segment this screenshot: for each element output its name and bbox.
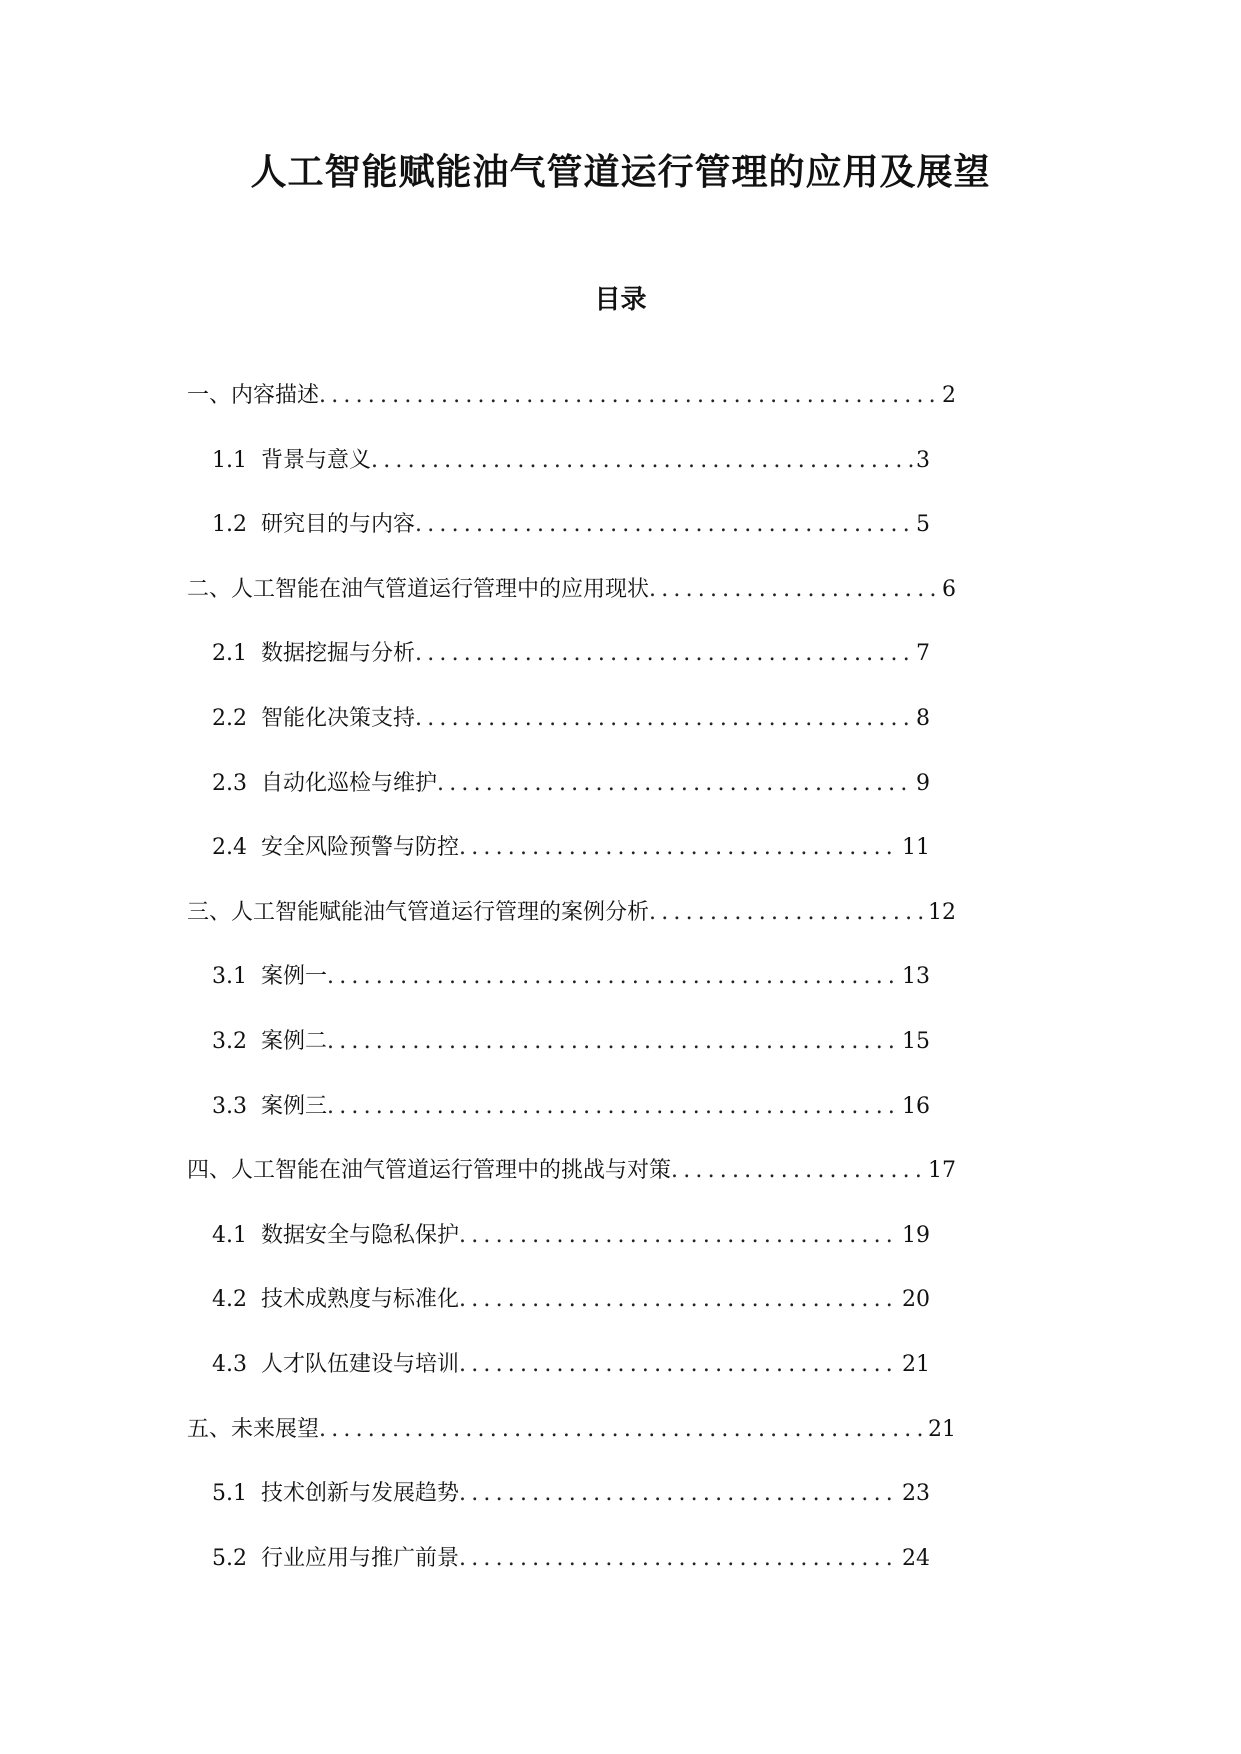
toc-entry-label: 一、内容描述 bbox=[187, 383, 320, 408]
toc-dot-leader bbox=[459, 1480, 900, 1508]
toc-dot-leader bbox=[327, 963, 900, 991]
toc-entry-number: 2.4 bbox=[212, 835, 247, 861]
toc-subsection-entry[interactable] bbox=[187, 1028, 930, 1093]
toc-dot-leader bbox=[459, 834, 900, 862]
toc-entry-number: 3.1 bbox=[212, 964, 247, 990]
toc-entry-label: 案例三 bbox=[261, 1093, 328, 1119]
toc-dot-leader bbox=[415, 511, 914, 539]
toc-entry-label: 三、人工智能赋能油气管道运行管理的案例分析 bbox=[187, 899, 650, 925]
toc-subsection-entry[interactable] bbox=[187, 1545, 930, 1610]
toc-entry-number: 5.1 bbox=[212, 1481, 247, 1507]
toc-dot-leader bbox=[459, 1222, 900, 1250]
toc-entry-page-number: 23 bbox=[902, 1481, 930, 1507]
toc-entry-page-number: 19 bbox=[902, 1222, 930, 1248]
toc-section-entry[interactable] bbox=[187, 1157, 956, 1222]
toc-entry-page-number: 3 bbox=[916, 447, 930, 473]
toc-entry-label: 自动化巡检与维护 bbox=[261, 770, 438, 796]
toc-subsection-entry[interactable] bbox=[187, 1093, 930, 1158]
toc-dot-leader bbox=[327, 1028, 900, 1056]
toc-entry-page-number: 16 bbox=[902, 1093, 930, 1119]
toc-entry-page-number: 15 bbox=[902, 1028, 930, 1054]
toc-dot-leader bbox=[327, 1093, 900, 1121]
toc-entry-number: 1.2 bbox=[212, 512, 247, 538]
toc-entry-number: 1.1 bbox=[212, 447, 247, 473]
toc-entry-number: 5.2 bbox=[212, 1545, 247, 1571]
toc-entry-number: 2.3 bbox=[212, 770, 247, 796]
toc-entry-page-number: 7 bbox=[916, 641, 930, 667]
toc-entry-label: 数据安全与隐私保护 bbox=[261, 1222, 460, 1248]
toc-entry-number: 2.1 bbox=[212, 641, 247, 667]
toc-subsection-entry[interactable] bbox=[187, 447, 930, 512]
toc-entry-number: 3.2 bbox=[212, 1028, 247, 1054]
toc-dot-leader bbox=[415, 705, 914, 733]
toc-section-entry[interactable] bbox=[187, 899, 956, 964]
toc-entry-number: 4.1 bbox=[212, 1222, 247, 1248]
toc-subsection-entry[interactable] bbox=[187, 963, 930, 1028]
toc-subsection-entry[interactable] bbox=[187, 834, 930, 899]
toc-entry-page-number: 17 bbox=[928, 1158, 956, 1184]
toc-entry-page-number: 11 bbox=[902, 835, 930, 861]
toc-dot-leader bbox=[459, 1351, 900, 1379]
table-of-contents bbox=[187, 382, 956, 1609]
toc-dot-leader bbox=[649, 576, 940, 604]
toc-entry-page-number: 13 bbox=[902, 964, 930, 990]
toc-subsection-entry[interactable] bbox=[187, 1480, 930, 1545]
toc-entry-label: 智能化决策支持 bbox=[261, 705, 416, 731]
toc-entry-number: 3.3 bbox=[212, 1093, 247, 1119]
toc-entry-label: 案例一 bbox=[261, 964, 328, 990]
toc-dot-leader bbox=[649, 899, 926, 927]
toc-entry-page-number: 21 bbox=[902, 1351, 930, 1377]
toc-entry-page-number: 8 bbox=[916, 705, 930, 731]
toc-entry-label: 五、未来展望 bbox=[187, 1416, 320, 1442]
toc-entry-label: 四、人工智能在油气管道运行管理中的挑战与对策 bbox=[187, 1158, 672, 1184]
toc-entry-label: 行业应用与推广前景 bbox=[261, 1545, 460, 1571]
toc-entry-label: 技术创新与发展趋势 bbox=[261, 1481, 460, 1507]
toc-dot-leader bbox=[459, 1286, 900, 1314]
toc-entry-label: 案例二 bbox=[261, 1028, 328, 1054]
toc-heading: 目录 bbox=[594, 285, 647, 315]
toc-entry-label: 数据挖掘与分析 bbox=[261, 641, 416, 667]
toc-section-entry[interactable] bbox=[187, 576, 956, 641]
toc-subsection-entry[interactable] bbox=[187, 640, 930, 705]
toc-entry-page-number: 5 bbox=[916, 512, 930, 538]
toc-entry-label: 技术成熟度与标准化 bbox=[261, 1287, 460, 1313]
toc-entry-page-number: 9 bbox=[916, 770, 930, 796]
toc-subsection-entry[interactable] bbox=[187, 511, 930, 576]
toc-entry-number: 4.3 bbox=[212, 1351, 247, 1377]
toc-dot-leader bbox=[437, 770, 914, 798]
toc-dot-leader bbox=[459, 1545, 900, 1573]
toc-entry-page-number: 20 bbox=[902, 1287, 930, 1313]
toc-dot-leader bbox=[671, 1157, 926, 1185]
toc-entry-label: 安全风险预警与防控 bbox=[261, 835, 460, 861]
toc-entry-label: 二、人工智能在油气管道运行管理中的应用现状 bbox=[187, 576, 650, 602]
toc-entry-label: 研究目的与内容 bbox=[261, 512, 416, 538]
toc-dot-leader bbox=[371, 447, 914, 475]
toc-entry-number: 2.2 bbox=[212, 705, 247, 731]
document-title: 人工智能赋能油气管道运行管理的应用及展望 bbox=[250, 152, 991, 193]
toc-subsection-entry[interactable] bbox=[187, 770, 930, 835]
toc-subsection-entry[interactable] bbox=[187, 1286, 930, 1351]
toc-subsection-entry[interactable] bbox=[187, 1351, 930, 1416]
toc-subsection-entry[interactable] bbox=[187, 705, 930, 770]
toc-section-entry[interactable] bbox=[187, 1416, 956, 1481]
toc-entry-label: 人才队伍建设与培训 bbox=[261, 1351, 460, 1377]
toc-entry-page-number: 24 bbox=[902, 1545, 930, 1571]
toc-entry-label: 背景与意义 bbox=[261, 447, 372, 473]
toc-dot-leader bbox=[319, 382, 940, 410]
toc-entry-number: 4.2 bbox=[212, 1287, 247, 1313]
toc-dot-leader bbox=[319, 1416, 926, 1444]
toc-subsection-entry[interactable] bbox=[187, 1222, 930, 1287]
toc-dot-leader bbox=[415, 640, 914, 668]
toc-section-entry[interactable] bbox=[187, 382, 956, 447]
toc-entry-page-number: 2 bbox=[942, 383, 956, 408]
toc-entry-page-number: 12 bbox=[928, 899, 956, 925]
toc-entry-page-number: 21 bbox=[928, 1416, 956, 1442]
toc-entry-page-number: 6 bbox=[942, 576, 956, 602]
